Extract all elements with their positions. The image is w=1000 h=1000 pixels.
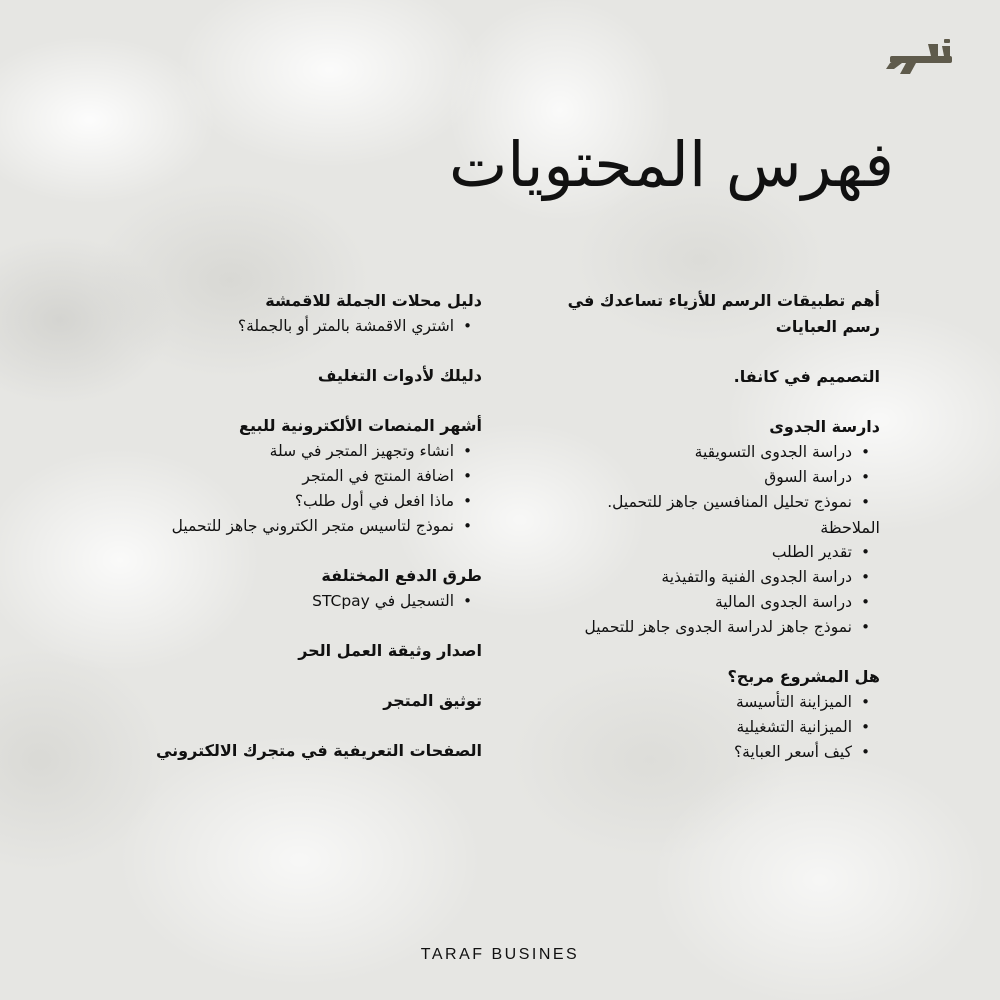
brand-footer: TARAF BUSINES: [420, 946, 580, 963]
list-item: • اشتري الاقمشة بالمتر أو بالجملة؟: [82, 314, 482, 339]
toc-heading: اصدار وثيقة العمل الحر: [298, 641, 482, 660]
taraf-logo-icon: [884, 36, 958, 78]
toc-heading: دليل محلات الجملة للاقمشة: [265, 291, 482, 310]
toc-section: [530, 364, 880, 390]
toc-left-column: [82, 288, 482, 788]
toc-section: [530, 288, 880, 340]
toc-section: [82, 413, 482, 539]
toc-heading: أهم تطبيقات الرسم للأزياء تساعدك في رسم العبايات: [567, 291, 880, 336]
toc-note-label: الملاحظة: [820, 518, 880, 537]
list-item: • دراسة السوق: [530, 465, 880, 490]
list-item: • كيف أسعر العباية؟: [530, 740, 880, 765]
toc-section: [530, 664, 880, 765]
list-item: • تقدير الطلب: [530, 540, 880, 565]
toc-list: [82, 589, 482, 614]
list-item: • دراسة الجدوى التسويقية: [530, 440, 880, 465]
list-item: • التسجيل في STCpay: [82, 589, 482, 614]
list-item: • الميزاينة التأسيسة: [530, 690, 880, 715]
toc-heading: هل المشروع مربح؟: [727, 667, 880, 686]
list-item: • اضافة المنتج في المتجر: [82, 464, 482, 489]
list-item: • نموذج لتاسيس متجر الكتروني جاهز للتحميل: [82, 514, 482, 539]
toc-list: [530, 440, 880, 515]
list-item: • دراسة الجدوى الفنية والتفيذية: [530, 565, 880, 590]
toc-list: [530, 540, 880, 640]
toc-section: [82, 688, 482, 714]
list-item: • نموذج جاهز لدراسة الجدوى جاهز للتحميل: [530, 615, 880, 640]
toc-heading: التصميم في كانفا.: [733, 367, 880, 386]
toc-heading: أشهر المنصات الألكترونية للبيع: [239, 416, 482, 435]
list-item: • ماذا افعل في أول طلب؟: [82, 489, 482, 514]
toc-section: [82, 638, 482, 664]
toc-list: [530, 690, 880, 765]
toc-right-column: [530, 288, 880, 789]
list-item: • انشاء وتجهيز المتجر في سلة: [82, 439, 482, 464]
toc-section: [82, 738, 482, 764]
toc-heading: دليلك لأدوات التغليف: [317, 366, 482, 385]
toc-section: [530, 414, 880, 640]
toc-section: [82, 288, 482, 339]
toc-heading: طرق الدفع المختلفة: [321, 566, 482, 585]
toc-heading: الصفحات التعريفية في متجرك الالكتروني: [155, 741, 482, 760]
list-item: • الميزانية التشغيلية: [530, 715, 880, 740]
page-title: فهرس المحتويات: [448, 128, 894, 201]
list-item: • نموذج تحليل المنافسين جاهز للتحميل.: [530, 490, 880, 515]
toc-section: [82, 563, 482, 614]
toc-heading: توثيق المتجر: [383, 691, 482, 710]
toc-list: [82, 314, 482, 339]
toc-list: [82, 439, 482, 539]
list-item: • دراسة الجدوى المالية: [530, 590, 880, 615]
toc-heading: دارسة الجدوى: [769, 417, 880, 436]
toc-section: [82, 363, 482, 389]
